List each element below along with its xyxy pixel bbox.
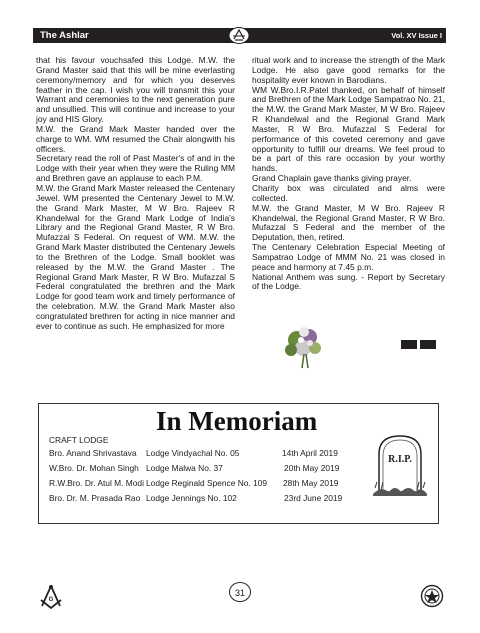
svg-text:G: G (48, 597, 54, 603)
rip-text: R.I.P. (388, 454, 412, 465)
square-compass-icon (38, 584, 64, 610)
masonic-emblem-icon (228, 27, 250, 44)
memoriam-name: R.W.Bro. Dr. Atul M. Modi (49, 478, 144, 488)
paragraph: M.W. the Grand Master, M W Bro. Rajeev R Khandelwal, the Regional Grand Master, R W Bro. Mufazzal S Federal and the member of the Deputation, then, retired. (252, 202, 445, 243)
paragraph: The Centenary Celebration Especial Meeting of Sampatrao Lodge of MMM No. 21 was closed in peace and harmony at 7.45 p.m. (252, 242, 445, 272)
paragraph: Charity box was circulated and alms were collected. (252, 182, 445, 203)
memoriam-title: In Memoriam (156, 406, 318, 436)
memoriam-name: Bro. Anand Shrivastava (49, 448, 137, 458)
end-marker (401, 336, 439, 354)
seal-emblem-icon (420, 584, 444, 608)
memoriam-date: 28th May 2019 (283, 478, 339, 488)
end-square (401, 340, 417, 349)
section-label: CRAFT LODGE (49, 435, 109, 445)
paragraph: M.W. the Grand Mark Master released the Centenary Jewel. WM presented the Centenary Jewel to M.W. the Grand Mark Master, M W Bro. Rajeev R Khandelwal for the Grand Mark Lodge of India's Library and the Regional Grand Master, R W Bro. Mufazzal S Federal. On request of WM. M.W. the Grand Mark Master distributed the Centenary Jewels to the Brethren of the Lodge. Small booklet was released by the M.W. the Grand Master . The Regional Grand Mark Master, R W Bro. Mufazzal S Federal congratulated the brethren and the Mark Lodge for good team work and timely performance of the celebration. M.W. the Grand Mark Master also congratulated brethren for acting in nice manner and ever to continue as such. He emphasized for more (36, 182, 235, 331)
rip-tombstone-icon (371, 432, 429, 498)
memoriam-name: Bro. Dr. M. Prasada Rao (49, 493, 141, 503)
paragraph: Secretary read the roll of Past Master's of and in the Lodge with their year when they were the Ruling MM and Brethren gave an applause to each P.M. (36, 153, 235, 184)
paragraph: Grand Chaplain gave thanks giving prayer. (252, 173, 412, 184)
magazine-title: The Ashlar (40, 30, 89, 41)
article-right-column (252, 56, 445, 292)
paragraph: WM W.Bro.I.R.Patel thanked, on behalf of himself and Brethren of the Mark Lodge Sampatrao No. 21, the M.W. the Grand Mark Master, M W Bro. Rajeev R Khandelwal and the Regional Grand Mark Master, R W Bro. Mufazzal S Federal for performance of this coveted ceremony and gave opportunity to fulfill our dreams. We feel proud to be a part of this rare occasion by your worthy hands. (252, 84, 445, 174)
memoriam-date: 20th May 2019 (284, 463, 340, 473)
paragraph: National Anthem was sung. - Report by Secretary of the Lodge. (252, 271, 445, 292)
memoriam-name: W.Bro. Dr. Mohan Singh (49, 463, 139, 473)
article-left-column (36, 56, 235, 332)
memoriam-lodge: Lodge Jennings No. 102 (146, 493, 237, 503)
flower-bouquet-icon (275, 320, 333, 370)
issue-label: Vol. XV Issue I (391, 31, 442, 40)
paragraph: that his favour vouchsafed this Lodge. M.W. the Grand Master said that this will be mine everlasting ceremony/memory and for which you deserves feather in the cap. I wish you will transmit this your Warrant and ceremonies to the next generation pure and unsullied. This will continue and increase to your joy and HIS Glory. (36, 55, 235, 125)
paragraph: M.W. the Grand Mark Master handed over the charge to WM. WM resumed the Chair alongwith his officers. (36, 123, 235, 154)
memoriam-lodge: Lodge Malwa No. 37 (146, 463, 223, 473)
paragraph: ritual work and to increase the strength of the Mark Lodge. He also gave good remarks for the hospitality ever known in Barodians. (252, 55, 445, 85)
page-number: 31 (229, 582, 251, 602)
memoriam-lodge: Lodge Reginald Spence No. 109 (146, 478, 268, 488)
memoriam-date: 23rd June 2019 (284, 493, 343, 503)
memoriam-date: 14th April 2019 (282, 448, 338, 458)
memoriam-lodge: Lodge Vindyachal No. 05 (146, 448, 240, 458)
end-square (420, 340, 436, 349)
